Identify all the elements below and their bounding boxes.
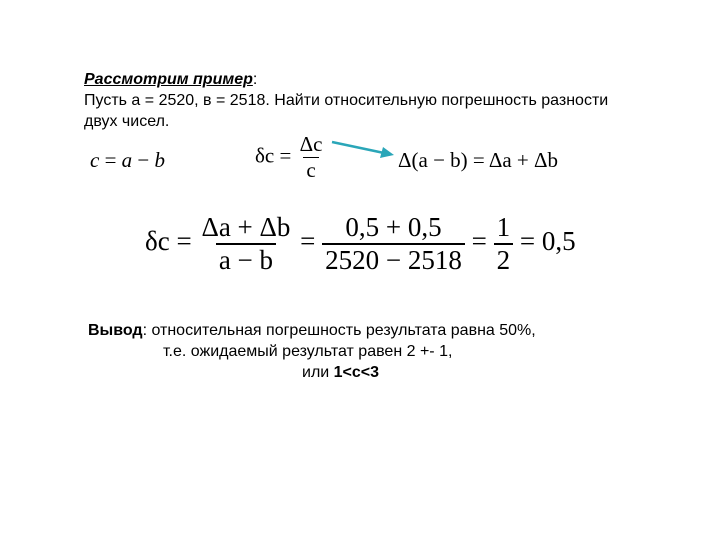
intro-heading-line (84, 69, 694, 90)
formula-c-def (90, 148, 165, 173)
eq-sign: = (471, 226, 487, 257)
fraction-denominator: 2 (494, 243, 514, 276)
conclusion-line-1-text: : относительная погрешность результата равна 50%, (142, 322, 536, 339)
fraction-denominator: 2520 − 2518 (322, 243, 465, 276)
fraction (297, 132, 326, 183)
formula-delta-difference (398, 148, 558, 173)
eq-sign: = (300, 226, 316, 257)
fraction-symbolic (198, 212, 293, 276)
delta-difference-rhs: Δa + Δb (488, 148, 559, 172)
result-value: 0,5 (541, 226, 576, 257)
fraction-simplified (494, 212, 514, 276)
eq-sign: = (472, 148, 485, 172)
var-b: b (154, 148, 166, 172)
conclusion-text (88, 320, 648, 383)
eq-sign: = (519, 226, 536, 257)
fraction-numerator: 0,5 + 0,5 (345, 212, 442, 242)
intro-text (84, 69, 694, 132)
eq-sign: = (279, 143, 292, 168)
conclusion-label: Вывод (88, 322, 143, 339)
var-a: a (121, 148, 133, 172)
example-heading: Рассмотрим пример (84, 71, 253, 88)
delta-difference-lhs: Δ(a − b) (398, 148, 468, 172)
fraction-numerator: 1 (496, 212, 511, 242)
fraction-numerator: Δc (299, 132, 323, 156)
problem-line-2: двух чисел. (84, 113, 170, 130)
eq-sign: = (176, 226, 192, 257)
conclusion-line-1 (88, 320, 648, 341)
result-range: 1<c<3 (333, 364, 380, 381)
delta-c-symbol: δc (145, 226, 170, 257)
formula-calculation (145, 212, 576, 276)
var-c: c (90, 148, 100, 172)
minus-sign: − (137, 148, 150, 172)
delta-c-symbol: δc (255, 143, 275, 168)
conclusion-line-3-prefix: или (302, 364, 334, 381)
fraction-denominator: a − b (216, 243, 276, 276)
formula-relative-error (255, 132, 325, 183)
eq-sign: = (104, 148, 117, 172)
problem-line-1: Пусть а = 2520, в = 2518. Найти относительную погрешность разности (84, 92, 609, 109)
conclusion-line-2: т.е. ожидаемый результат равен 2 +- 1, (163, 343, 453, 360)
arrow-icon (330, 138, 396, 162)
fraction-denominator: c (303, 157, 318, 183)
heading-colon: : (252, 71, 258, 88)
fraction-numeric (322, 212, 465, 276)
fraction-numerator: Δa + Δb (201, 212, 291, 242)
conclusion-line-3 (88, 362, 648, 383)
